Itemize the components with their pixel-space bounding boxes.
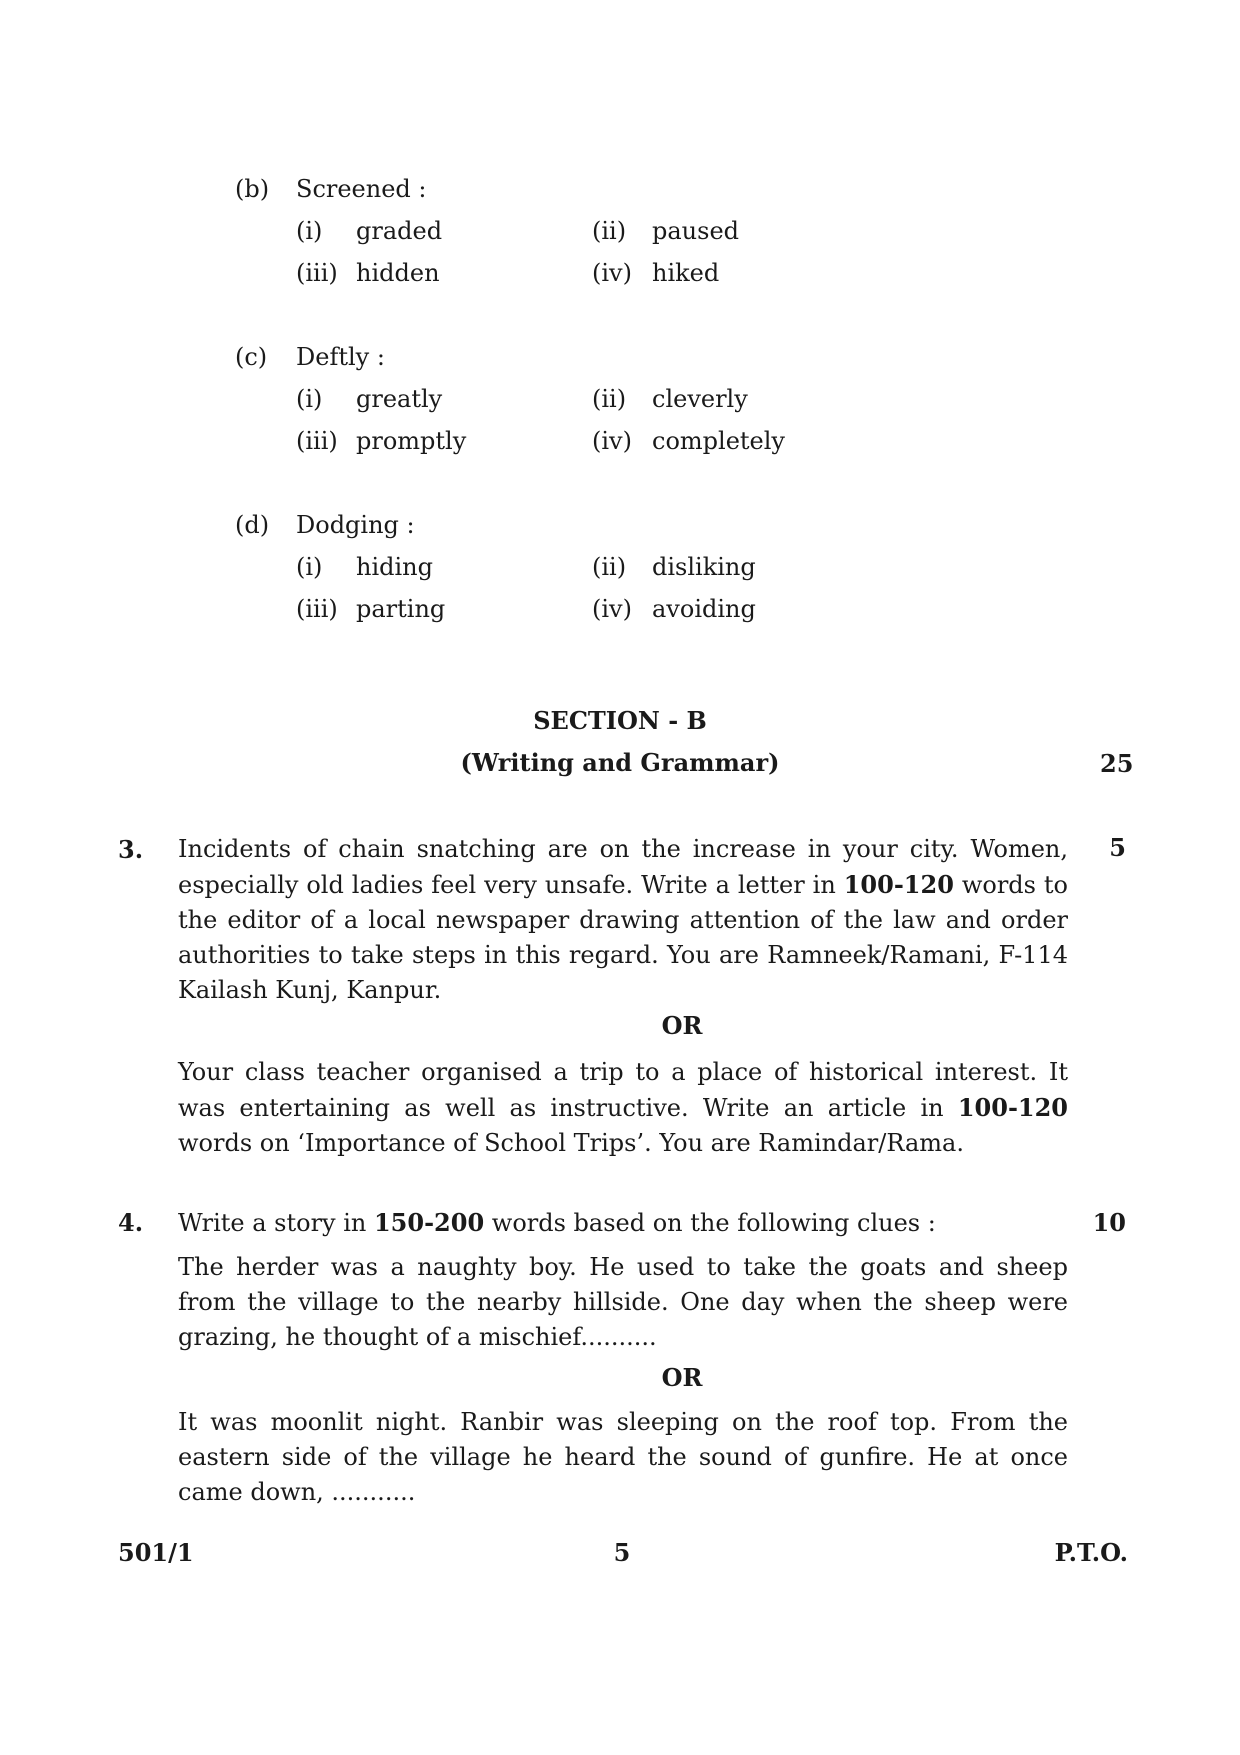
option-number: (i) [296,217,323,245]
question-marks: 10 [1092,1208,1126,1237]
option-number: (iv) [592,259,632,287]
option-number: (iv) [592,427,632,455]
item-label: (b) [235,175,270,203]
word-limit: 150-200 [373,1208,485,1237]
item-label: (d) [235,511,270,539]
option-text: cleverly [652,385,748,413]
or-divider: OR [661,1011,703,1040]
question-number: 4. [118,1208,144,1237]
question-4-alt-text: It was moonlit night. Ranbir was sleeping on the roof top. From the eastern side of the village he heard the sound of gunfire. He at once came down, ........... [178,1408,1068,1506]
option-text: greatly [356,385,443,413]
option-number: (iii) [296,427,338,455]
item-word: Deftly : [296,343,385,371]
option-text: hidden [356,259,440,287]
option-text: completely [652,427,785,455]
option-number: (ii) [592,553,627,581]
item-word: Screened : [296,175,427,203]
item-word: Dodging : [296,511,415,539]
option-text: graded [356,217,443,245]
page-number: 5 [613,1538,631,1567]
option-number: (iii) [296,259,338,287]
question-3-text: Incidents of chain snatching are on the increase in your city. Women, especially old ladies feel very unsafe. Write a letter in 100-120 words to the editor of a local newspaper drawing attention of the law and order authorities to take steps in this regard. You are Ramneek/Ramani, F-114 Kailash Kunj, Kanpur. [178,835,1069,1004]
option-text: hiding [356,553,433,581]
option-text: paused [652,217,740,245]
question-3-alt-text: Your class teacher organised a trip to a place of historical interest. It was entertaining as well as instructive. Write an article in 100-120 words on ‘Importance of School Trips’. You are Ramindar/Rama. [178,1058,1068,1157]
or-divider: OR [661,1363,703,1392]
option-number: (i) [296,553,323,581]
question-marks: 5 [1109,833,1126,862]
option-text: avoiding [652,595,756,623]
question-4-intro: Write a story in 150-200 words based on the following clues : [178,1208,936,1237]
option-text: promptly [356,427,467,455]
pto-label: P.T.O. [1054,1538,1128,1567]
option-number: (i) [296,385,323,413]
question-number: 3. [118,835,144,864]
option-text: hiked [652,259,720,287]
word-limit: 100-120 [843,870,954,899]
option-text: parting [356,595,446,623]
option-number: (ii) [592,217,627,245]
option-text: disliking [652,553,756,581]
section-subtitle: (Writing and Grammar) [460,748,780,777]
word-limit: 100-120 [957,1093,1068,1122]
item-label: (c) [235,343,268,371]
section-marks: 25 [1100,749,1134,778]
option-number: (iii) [296,595,338,623]
question-4-clue: The herder was a naughty boy. He used to take the goats and sheep from the village to the nearby hillside. One day when the sheep were grazing, he thought of a mischief.......... [178,1253,1068,1351]
option-number: (iv) [592,595,632,623]
paper-code: 501/1 [118,1538,194,1567]
option-number: (ii) [592,385,627,413]
section-title: SECTION - B [533,706,707,735]
